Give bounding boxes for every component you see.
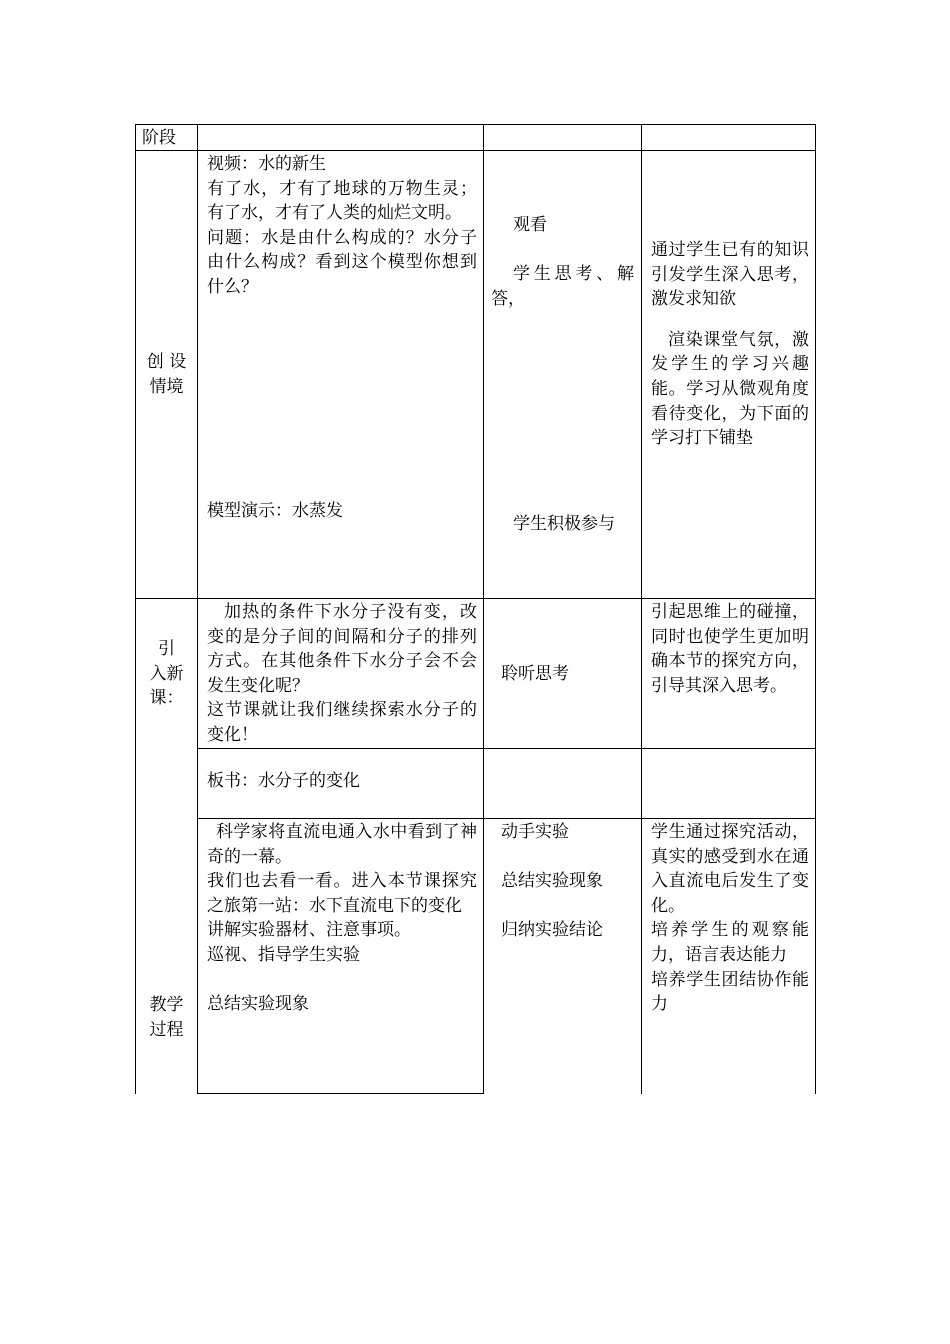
stage-label: 引 — [158, 639, 175, 659]
student-activity: 聆听思考 — [501, 664, 569, 684]
process-text: 总结实验现象 — [207, 994, 309, 1015]
process-text: 讲解实验器材、注意事项。 — [207, 920, 411, 941]
situation-intent-cell — [651, 238, 809, 451]
header-stage-label: 阶段 — [142, 128, 176, 148]
intent-text: 学生通过探究活动，真实的感受到水在通入直流电后发生了变化。 — [651, 822, 809, 916]
student-activity: 学生积极参与 — [513, 514, 615, 534]
stage-label: 情境 — [149, 376, 184, 397]
board-teacher-cell — [207, 769, 477, 794]
situation-student-cell-2 — [491, 512, 634, 537]
row-divider — [197, 818, 816, 819]
video-title: 视频：水的新生 — [207, 154, 326, 174]
stage-label: 入新 — [149, 663, 184, 684]
video-text: 有了水，才有了地球的万物生灵；有了水，才有了人类的灿烂文明。 — [207, 178, 477, 224]
intro-text: 这节课就让我们继续探索水分子的变化！ — [207, 700, 477, 745]
student-activity: 学生思考、解答， — [491, 264, 634, 309]
process-intent-cell — [651, 820, 809, 1017]
question-text: 问题：水是由什么构成的？水分子由什么构成？看到这个模型你想到什么？ — [207, 227, 477, 297]
intent-text: 引起思维上的碰撞，同时也使学生更加明确本节的探究方向，引导其深入思考。 — [651, 602, 809, 696]
situation-student-cell — [491, 213, 634, 311]
column-divider — [135, 124, 136, 1094]
process-student-cell — [501, 820, 634, 943]
student-activity: 归纳实验结论 — [501, 920, 603, 941]
model-demo-cell — [207, 499, 477, 524]
intro-text: 加热的条件下水分子没有变，改变的是分子间的间隔和分子的排列方式。在其他条件下水分子会不会发生变化呢？ — [207, 602, 477, 696]
intro-student-cell — [501, 662, 634, 687]
board-text: 板书：水分子的变化 — [207, 771, 360, 791]
intent-text: 培养学生团结协作能力 — [651, 969, 809, 1015]
student-activity: 总结实验现象 — [501, 871, 603, 892]
header-stage-cell — [142, 126, 196, 151]
situation-teacher-cell — [207, 152, 477, 300]
intent-text: 通过学生已有的知识引发学生深入思考，激发求知欲 — [651, 240, 809, 310]
process-text: 科学家将直流电通入水中看到了神奇的一幕。 — [207, 822, 477, 867]
stage-label: 课： — [149, 688, 184, 709]
row-divider — [197, 1093, 484, 1094]
column-divider — [815, 124, 816, 1094]
student-activity: 观看 — [513, 215, 547, 235]
intro-teacher-cell — [207, 600, 477, 748]
stage-label: 教学 — [149, 995, 184, 1015]
column-divider — [483, 124, 484, 1094]
intro-stage-cell — [137, 637, 196, 711]
intro-intent-cell — [651, 600, 809, 698]
row-divider — [197, 748, 816, 749]
intent-text: 培养学生的观察能力，语言表达能力 — [651, 920, 809, 965]
process-text: 巡视、指导学生实验 — [207, 944, 360, 965]
process-teacher-cell — [207, 820, 477, 1017]
process-text: 我们也去看一看。进入本节课探究之旅第一站：水下直流电下的变化 — [207, 871, 477, 916]
row-divider — [135, 150, 816, 151]
process-stage-cell — [137, 993, 196, 1042]
intent-text: 渲染课堂气氛，激发学生的学习兴趣能。学习从微观角度看待变化，为下面的学习打下铺垫 — [651, 329, 809, 449]
model-demo-text: 模型演示：水蒸发 — [207, 501, 343, 521]
row-divider — [135, 124, 816, 125]
situation-stage-cell — [137, 350, 196, 399]
stage-label: 创 设 — [146, 352, 187, 372]
stage-label: 过程 — [149, 1019, 184, 1040]
student-activity: 动手实验 — [501, 822, 569, 842]
column-divider — [641, 124, 642, 1094]
row-divider — [135, 598, 816, 599]
column-divider — [197, 124, 198, 1094]
